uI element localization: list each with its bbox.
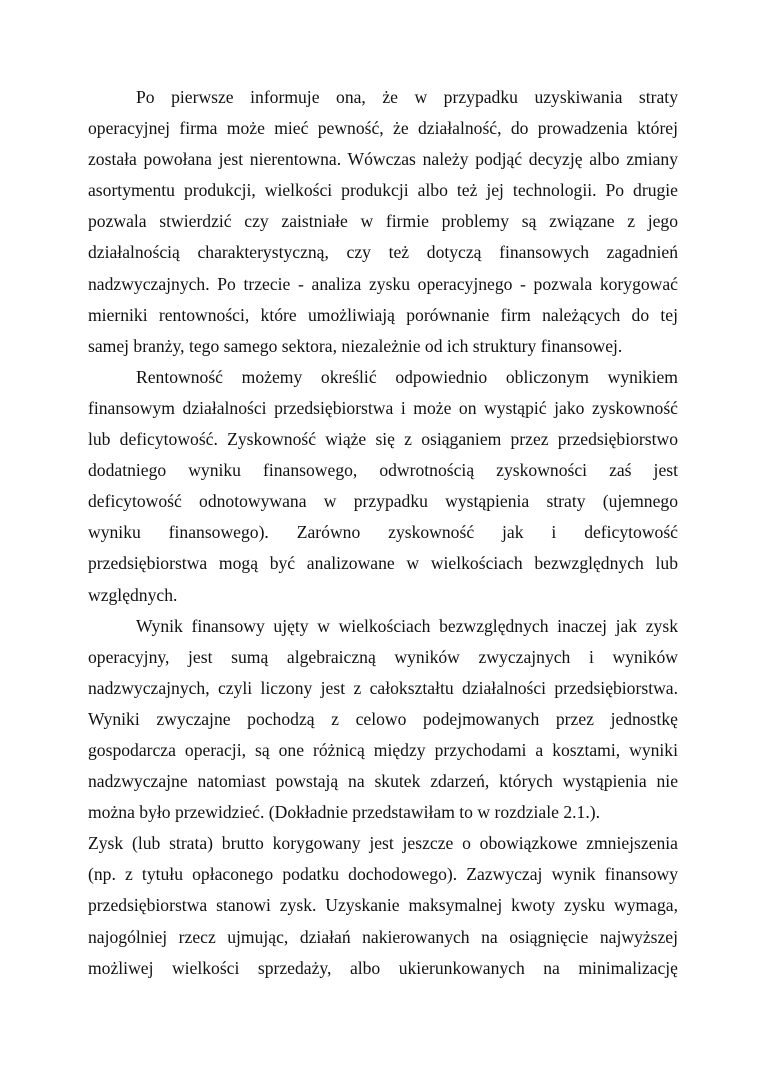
paragraph-2: [88, 362, 678, 611]
text-line: Rentowność możemy określić odpowiednio obliczonym wynikiem: [136, 366, 678, 387]
text-line: operacyjny, jest sumą algebraiczną wyników zwyczajnych i wyników: [88, 646, 678, 667]
text-line: względnych.: [88, 584, 178, 605]
text-line: najogólniej rzecz ujmując, działań nakierowanych na osiągnięcie najwyższej: [88, 926, 678, 947]
text-line: możliwej wielkości sprzedaży, albo ukierunkowanych na minimalizację: [88, 957, 678, 978]
text-line: przedsiębiorstwa stanowi zysk. Uzyskanie maksymalnej kwoty zysku wymaga,: [88, 895, 678, 916]
text-line: została powołana jest nierentowna. Wówczas należy podjąć decyzję albo zmiany: [88, 149, 678, 170]
text-line: dodatniego wyniku finansowego, odwrotnością zyskowności zaś jest: [88, 460, 678, 481]
paragraph-4: [88, 828, 678, 983]
text-line: nadzwyczajnych. Po trzecie - analiza zysku operacyjnego - pozwala korygować: [88, 273, 678, 294]
text-line: asortymentu produkcji, wielkości produkcji albo też jej technologii. Po drugie: [88, 180, 678, 201]
text-line: Wynik finansowy ujęty w wielkościach bezwzględnych inaczej jak zysk: [136, 615, 678, 636]
text-line: lub deficytowość. Zyskowność wiąże się z osiąganiem przez przedsiębiorstwo: [88, 429, 678, 450]
text-line: operacyjnej firma może mieć pewność, że działalność, do prowadzenia której: [88, 118, 678, 139]
text-line: wyniku finansowego). Zarówno zyskowność jak i deficytowość: [88, 522, 678, 543]
text-line: nadzwyczajnych, czyli liczony jest z całokształtu działalności przedsiębiorstwa.: [88, 677, 678, 698]
text-line: Po pierwsze informuje ona, że w przypadku uzyskiwania straty: [136, 87, 678, 107]
text-line: można było przewidzieć. (Dokładnie przedstawiłam to w rozdziale 2.1.).: [88, 802, 600, 823]
text-line: (np. z tytułu opłaconego podatku dochodowego). Zazwyczaj wynik finansowy: [88, 864, 678, 885]
text-line: Wyniki zwyczajne pochodzą z celowo podejmowanych przez jednostkę: [88, 708, 678, 729]
text-line: finansowym działalności przedsiębiorstwa i może on wystąpić jako zyskowność: [88, 397, 678, 418]
text-line: nadzwyczajne natomiast powstają na skutek zdarzeń, których wystąpienia nie: [88, 771, 678, 792]
text-line: pozwala stwierdzić czy zaistniałe w firmie problemy są związane z jego: [88, 211, 678, 232]
paragraph-3: [88, 611, 678, 829]
text-line: mierniki rentowności, które umożliwiają porównanie firm należących do tej: [88, 304, 678, 325]
text-line: samej branży, tego samego sektora, niezależnie od ich struktury finansowej.: [88, 335, 623, 356]
text-line: działalnością charakterystyczną, czy też dotyczą finansowych zagadnień: [88, 242, 678, 263]
text-line: deficytowość odnotowywana w przypadku wystąpienia straty (ujemnego: [88, 491, 678, 512]
paragraph-1: [88, 82, 678, 362]
text-line: Zysk (lub strata) brutto korygowany jest jeszcze o obowiązkowe zmniejszenia: [88, 833, 678, 854]
text-line: przedsiębiorstwa mogą być analizowane w wielkościach bezwzględnych lub: [88, 553, 678, 574]
document-page: [88, 82, 678, 984]
text-line: gospodarcza operacji, są one różnicą między przychodami a kosztami, wyniki: [88, 739, 678, 760]
